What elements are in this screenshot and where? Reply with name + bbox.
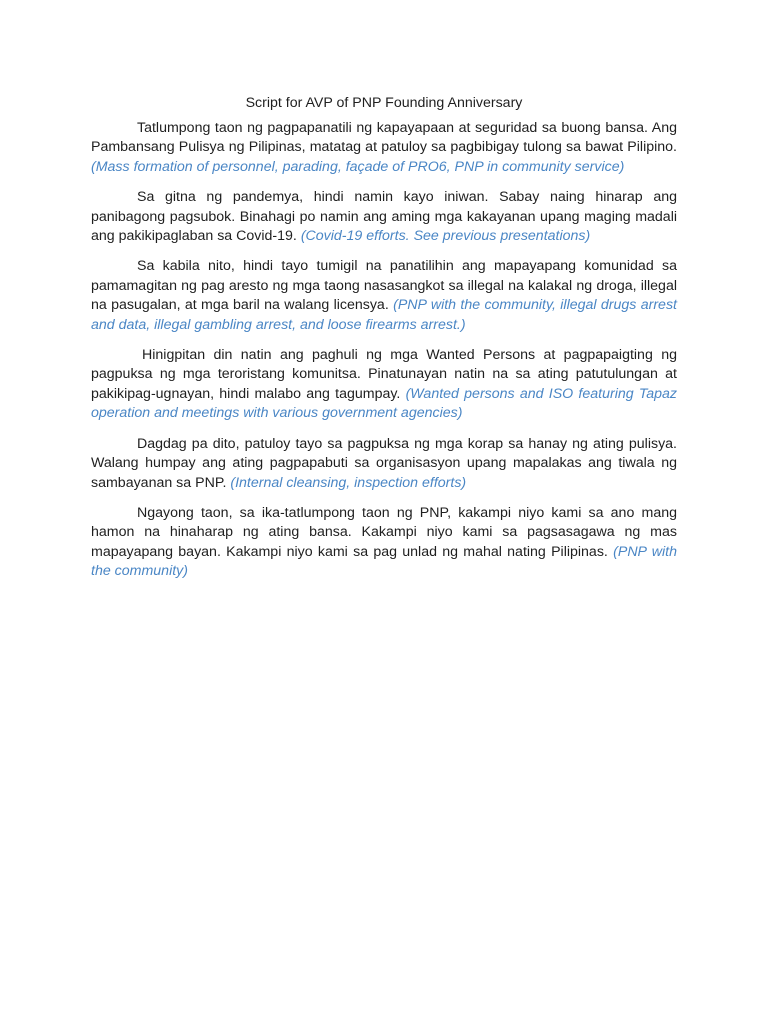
paragraph-text: Hinigpitan din natin ang paghuli ng mga Wanted Persons at pagpapaigting ng pagpuksa ng mga teroristang komunitsa. Pinatunayan natin na sa ating patutulungan at pakikipag-ugnayan, hindi malabo ang tagumpay. bbox=[91, 347, 677, 402]
stage-direction-note: (Internal cleansing, inspection efforts) bbox=[230, 474, 467, 491]
stage-direction-note: (PNP with the community) bbox=[91, 543, 677, 580]
paragraph-text: Sa gitna ng pandemya, hindi namin kayo iniwan. Sabay naing hinarap ang panibagong pagsubok. Binahagi po namin ang aming mga kakayanan upang maging madali ang pakikipaglaban sa Covid-19. bbox=[91, 189, 677, 245]
paragraph-2 bbox=[91, 188, 677, 246]
paragraph-4 bbox=[91, 346, 677, 424]
stage-direction-note: (PNP with the community, illegal drugs arrest and data, illegal gambling arrest, and loose firearms arrest.) bbox=[91, 297, 677, 333]
stage-direction-note: (Covid-19 efforts. See previous presentations) bbox=[300, 228, 591, 245]
paragraph-text: Sa kabila nito, hindi tayo tumigil na panatilihin ang mapayapang komunidad sa pamamagitan ng pag aresto ng mga taong nasasangkot sa illegal na kalakal ng droga, illegal na pasugalan, at mga baril na walang licensya. bbox=[91, 258, 677, 314]
paragraph-1 bbox=[91, 119, 677, 177]
paragraph-5 bbox=[91, 435, 677, 493]
paragraph-text: Ngayong taon, sa ika-tatlumpong taon ng PNP, kakampi niyo kami sa ano mang hamon na hinaharap ng ating bansa. Kakampi niyo kami sa pagsasagawa ng mas mapayapang bayan. Kakampi niyo kami sa pag unlad ng mahal nating Pilipinas. bbox=[91, 504, 677, 560]
stage-direction-note: (Wanted persons and ISO featuring Tapaz operation and meetings with various government agencies) bbox=[91, 385, 678, 422]
paragraph-6 bbox=[91, 504, 677, 582]
paragraph-text: Dagdag pa dito, patuloy tayo sa pagpuksa ng mga korap sa hanay ng ating pulisya. Walang humpay ang ating pagpapabuti sa organisasyon upang mapalakas ang tiwala ng sambayanan sa PNP. bbox=[91, 435, 677, 491]
document-title: Script for AVP of PNP Founding Anniversary bbox=[245, 95, 523, 111]
stage-direction-note: (Mass formation of personnel, parading, façade of PRO6, PNP in community service) bbox=[91, 158, 625, 175]
paragraph-3 bbox=[91, 257, 677, 335]
paragraph-text: Tatlumpong taon ng pagpapanatili ng kapayapaan at seguridad sa buong bansa. Ang Pambansang Pulisya ng Pilipinas, matatag at patuloy sa pagbibigay tulong sa bawat Pilipino. bbox=[91, 120, 677, 156]
